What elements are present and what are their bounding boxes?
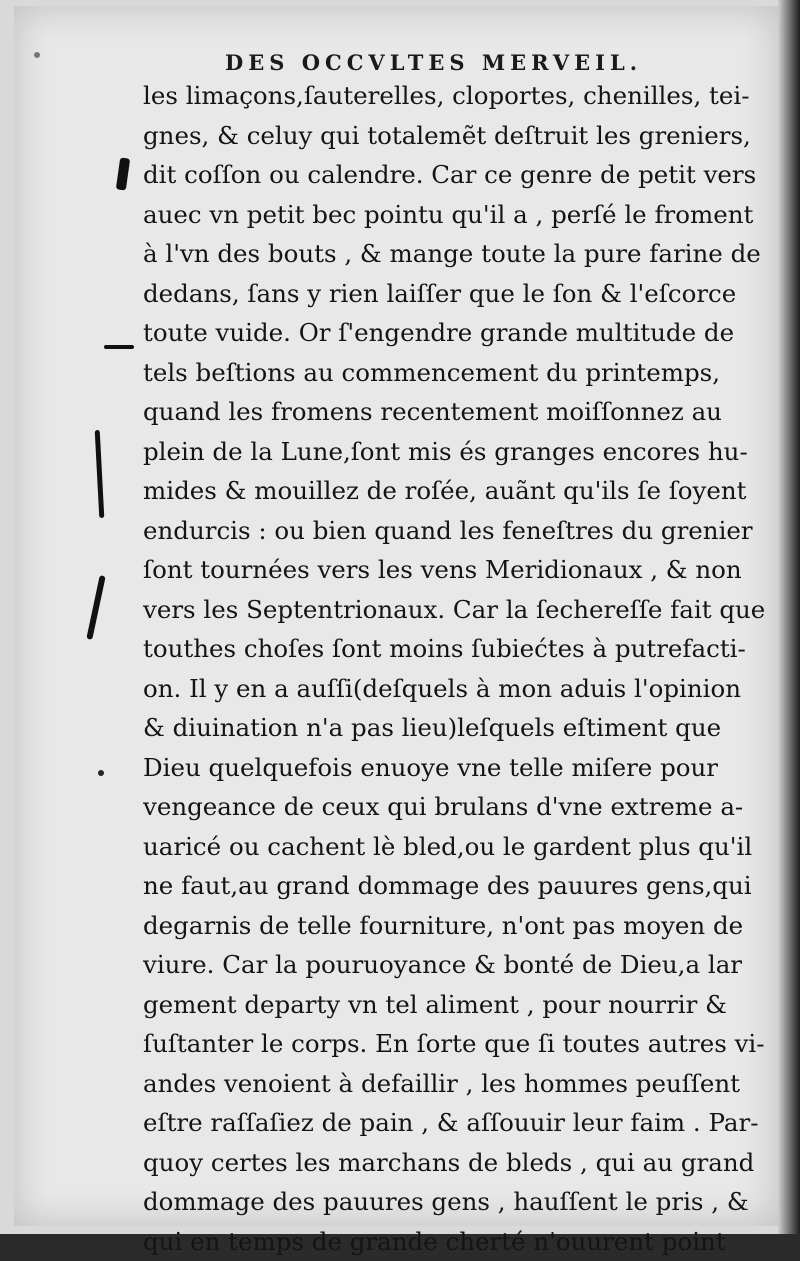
- text-line: quand les fromens recentement moiſſonnez au: [143, 392, 768, 432]
- text-line: vengeance de ceux qui brulans d'vne extreme a-: [143, 787, 768, 827]
- text-line: auec vn petit bec pointu qu'il a , perſé le froment: [143, 195, 768, 235]
- text-line: uaricé ou cachent lè bled,ou le gardent plus qu'il: [143, 827, 768, 867]
- running-head: DES OCCVLTES MERVEIL.: [225, 50, 765, 75]
- text-line: vers les Septentrionaux. Car la ſechereſſe fait que: [143, 590, 768, 630]
- text-line: ſont tournées vers les vens Meridionaux , & non: [143, 550, 768, 590]
- text-line: dedans, ſans y rien laiſſer que le ſon & l'eſcorce: [143, 274, 768, 314]
- text-line: on. Il y en a auſſi(deſquels à mon aduis l'opinion: [143, 669, 768, 709]
- text-line: andes venoient à defaillir , les hommes peuſſent: [143, 1064, 768, 1104]
- text-line: à l'vn des bouts , & mange toute la pure farine de: [143, 234, 768, 274]
- text-line: qui en temps de grande cherté n'ouurent point: [143, 1222, 768, 1261]
- page-speck: [34, 52, 40, 58]
- text-line: & diuination n'a pas lieu)leſquels eſtiment que: [143, 708, 768, 748]
- text-line: quoy certes les marchans de bleds , qui au grand: [143, 1143, 768, 1183]
- text-line: les limaçons,ſauterelles, cloportes, chenilles, tei-: [143, 76, 768, 116]
- text-line: ne faut,au grand dommage des pauures gens,qui: [143, 866, 768, 906]
- text-line: toute vuide. Or ſ'engendre grande multitude de: [143, 313, 768, 353]
- text-line: dit coſſon ou calendre. Car ce genre de petit vers: [143, 155, 768, 195]
- text-line: eſtre raſſaſiez de pain , & aſſouuir leur faim . Par-: [143, 1103, 768, 1143]
- margin-ink-dash: [104, 345, 134, 349]
- body-text: [143, 76, 768, 1261]
- page-edge-shadow: [778, 0, 800, 1234]
- text-line: degarnis de telle fourniture, n'ont pas moyen de: [143, 906, 768, 946]
- text-line: dommage des pauures gens , hauſſent le pris , &: [143, 1182, 768, 1222]
- text-line: viure. Car la pouruoyance & bonté de Dieu,a lar: [143, 945, 768, 985]
- text-line: plein de la Lune,ſont mis és granges encores hu-: [143, 432, 768, 472]
- text-line: Dieu quelquefois enuoye vne telle miſere pour: [143, 748, 768, 788]
- text-line: ſuſtanter le corps. En ſorte que ſi toutes autres vi-: [143, 1024, 768, 1064]
- text-line: gnes, & celuy qui totalemẽt deſtruit les greniers,: [143, 116, 768, 156]
- text-line: tels beſtions au commencement du printemps,: [143, 353, 768, 393]
- text-line: touthes choſes ſont moins ſubiećtes à putrefacti-: [143, 629, 768, 669]
- text-line: mides & mouillez de roſée, auãnt qu'ils ſe ſoyent: [143, 471, 768, 511]
- margin-ink-dot: [98, 770, 104, 776]
- text-line: gement departy vn tel aliment , pour nourrir &: [143, 985, 768, 1025]
- text-line: endurcis : ou bien quand les feneſtres du grenier: [143, 511, 768, 551]
